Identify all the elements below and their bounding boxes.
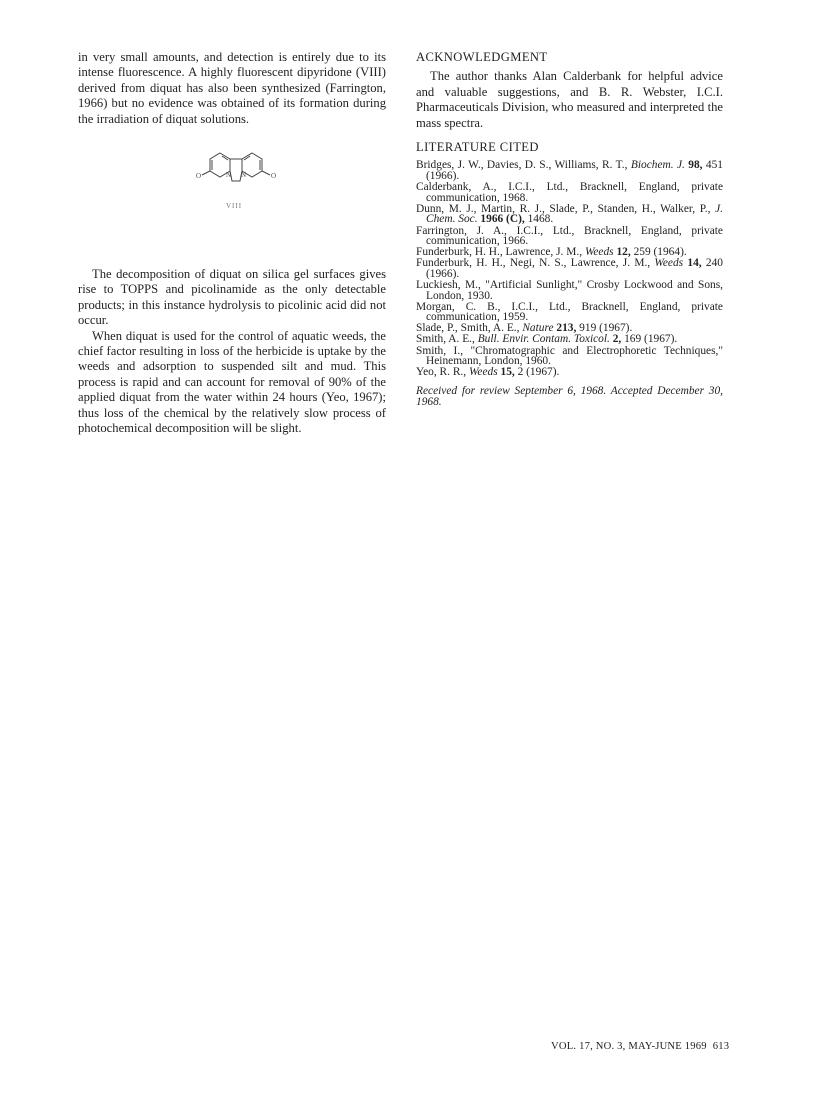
atom-n-left: N — [226, 171, 232, 180]
journal-issue: VOL. 17, NO. 3, MAY-JUNE 1969 — [551, 1041, 707, 1052]
reference-authors: Smith, I., "Chromatographic and Electrophoretic Techniques," Heinemann, London, 1960. — [416, 344, 723, 368]
reference-item — [416, 334, 723, 345]
left-column — [78, 50, 386, 437]
reference-rest: 240 (1966). — [426, 257, 723, 280]
reference-rest: 1468. — [524, 213, 554, 226]
reference-authors: Bridges, J. W., Davies, D. S., Williams, R. T., — [416, 159, 631, 172]
reference-item — [416, 280, 723, 301]
body-paragraph: in very small amounts, and detection is entirely due to its intense fluorescence. A highly fluorescent dipyridone (VIII) derived from diquat has also been synthesized (Farrington, 1966) but no evidence was obtained of its formation during the irradiation of diquat solutions. — [78, 50, 386, 126]
literature-heading: LITERATURE CITED — [416, 140, 539, 155]
reference-authors: Funderburk, H. H., Lawrence, J. M., — [416, 246, 585, 259]
reference-authors: Luckiesh, M., "Artificial Sunlight," Crosby Lockwood and Sons, London, 1930. — [416, 278, 723, 302]
reference-authors: Dunn, M. J., Martin, R. J., Slade, P., Standen, H., Walker, P., — [416, 202, 716, 215]
reference-journal: Biochem. J. — [630, 159, 685, 172]
reference-item — [416, 323, 723, 334]
reference-volume: 213, — [553, 322, 577, 335]
reference-item — [416, 204, 723, 225]
reference-volume: 2, — [609, 333, 622, 346]
reference-journal: J. Chem. Soc. — [426, 202, 723, 226]
reference-journal: Weeds — [468, 366, 498, 379]
received-note: Received for review September 6, 1968. Accepted December 30, 1968. — [416, 384, 723, 409]
reference-rest: 259 (1964). — [630, 246, 687, 259]
reference-item — [416, 258, 723, 279]
reference-item — [416, 182, 723, 203]
reference-rest: 169 (1967). — [621, 333, 678, 346]
reference-journal: Weeds — [584, 246, 614, 259]
reference-volume: 12, — [613, 246, 631, 259]
acknowledgment-text: The author thanks Alan Calderbank for helpful advice and valuable suggestions, and B. R. Webster, I.C.I. Pharmaceuticals Division, who measured and interpreted the mass spectra. — [416, 69, 723, 130]
body-paragraph: When diquat is used for the control of aquatic weeds, the chief factor resulting in loss of the herbicide is uptake by the weeds and adsorption to suspended silt and mud. This process is rapid and can account for removal of 90% of the applied diquat from the water within 24 hours (Yeo, 1967); thus loss of the chemical by the relatively slow process of photochemical decomposition will be slight. — [78, 328, 386, 436]
reference-item — [416, 247, 723, 258]
atom-o-left: O — [196, 172, 202, 181]
atom-o-right: O — [271, 172, 277, 181]
reference-volume: 1966 (C), — [477, 213, 525, 226]
page-footer — [551, 1041, 729, 1052]
reference-list — [416, 160, 723, 377]
reference-rest: 2 (1967). — [514, 366, 560, 379]
reference-authors: Slade, P., Smith, A. E., — [416, 322, 523, 335]
atom-n-right: N — [241, 171, 247, 180]
reference-journal: Bull. Envir. Contam. Toxicol. — [477, 333, 610, 346]
acknowledgment-heading: ACKNOWLEDGMENT — [416, 50, 548, 64]
page-number: 613 — [712, 1041, 730, 1052]
right-column — [416, 50, 723, 408]
reference-item — [416, 346, 723, 367]
reference-journal: Weeds — [654, 257, 684, 270]
reference-item — [416, 367, 723, 378]
reference-journal: Nature — [522, 322, 554, 335]
reference-authors: Calderbank, A., I.C.I., Ltd., Bracknell, England, private communication, 1968. — [416, 181, 723, 204]
reference-authors: Morgan, C. B., I.C.I., Ltd., Bracknell, England, private communication, 1959. — [416, 300, 723, 324]
reference-authors: Farrington, J. A., I.C.I., Ltd., Bracknell, England, private communication, 1966. — [416, 224, 723, 248]
figure-label: VIII — [226, 202, 243, 211]
body-paragraph: The decomposition of diquat on silica gel surfaces gives rise to TOPPS and picolinamide as the only detectable products; in this instance hydrolysis to picolinic acid did not occur. — [78, 267, 386, 328]
reference-volume: 15, — [497, 366, 515, 379]
reference-rest: 451 (1966). — [426, 159, 723, 183]
chemical-structure-figure — [78, 147, 386, 255]
reference-authors: Yeo, R. R., — [416, 366, 469, 379]
reference-rest: 919 (1967). — [576, 322, 633, 335]
reference-authors: Funderburk, H. H., Negi, N. S., Lawrence, J. M., — [416, 257, 655, 270]
reference-volume: 14, — [683, 257, 702, 270]
reference-authors: Smith, A. E., — [416, 333, 478, 346]
reference-volume: 98, — [684, 159, 703, 172]
dipyridone-structure — [188, 147, 298, 197]
reference-item — [416, 226, 723, 247]
reference-item — [416, 160, 723, 181]
reference-item — [416, 302, 723, 323]
